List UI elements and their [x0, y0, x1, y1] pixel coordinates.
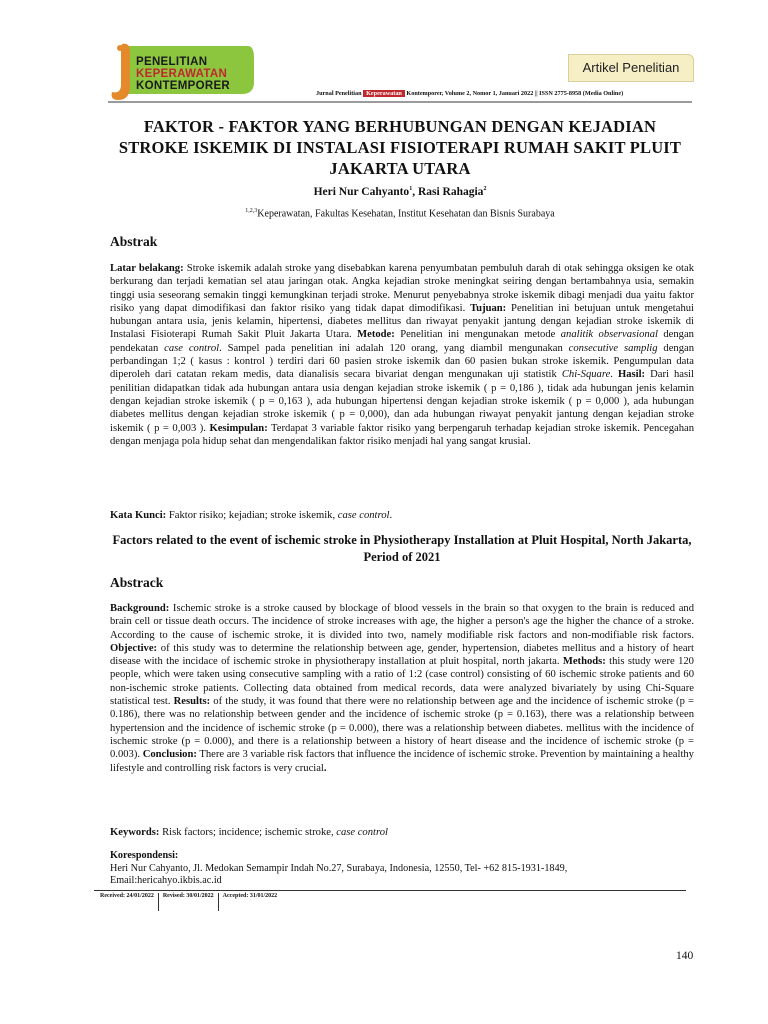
- journal-name-highlight: Keperawatan: [363, 90, 405, 97]
- label-kesimpulan: Kesimpulan:: [209, 422, 268, 434]
- article-title: FAKTOR - FAKTOR YANG BERHUBUNGAN DENGAN KEJADIAN STROKE ISKEMIK DI INSTALASI FISIOTERAPI RUMAH SAKIT PLUIT JAKARTA UTARA: [118, 117, 682, 178]
- date-separator: [158, 893, 159, 911]
- label-objective: Objective:: [110, 642, 158, 654]
- text-kesimpulan: Terdapat 3 variable faktor risiko yang berpengaruh terhadap kejadian stroke iskemik. Pencegahan dengan menjaga pola hidup sehat dan mengendalikan faktor risiko menjadi hal yang sangat krusial.: [110, 422, 695, 447]
- text-kata-kunci: Faktor risiko; kejadian; stroke iskemik,: [166, 510, 338, 521]
- abstrak-body: [110, 262, 694, 448]
- logo-wordmark: [136, 56, 230, 92]
- date-separator: [218, 893, 219, 911]
- journal-logo: [108, 42, 256, 102]
- text-metode-italic-1: analitik observasional: [560, 329, 658, 341]
- label-tujuan: Tujuan:: [470, 302, 507, 314]
- text-results: of the study, it was found that there were no relationship between age and the incidence of ischemic stroke (p = 0.186), there was no relationship between gender and the incidence of ischemic stroke (p = 0.163), there was a relationship between hypertension and the incidence of ischemic stroke (p = 0.000), there was a relationship between diabetes. mellitus with the incidence of ischemic stroke (p = 0.000), and there is a relationship between a history of heart disease and the incidence of ischemic stroke (p = 0.003).: [110, 696, 694, 761]
- text-background: Ischemic stroke is a stroke caused by blockage of blood vessels in the brain so that oxygen to the brain is reduced and brain cell or tissue death occurs. The incidence of stroke increases with age, the higher a person's age the higher the chance of a stroke. According to the cause of ischemic stroke, it is divided into two, namely modifiable risk factors and non-modifiable risk factors.: [110, 603, 694, 641]
- author-1-sup: 1: [409, 186, 413, 193]
- author-2: Rasi Rahagia: [417, 186, 484, 198]
- author-list: [110, 186, 690, 198]
- label-background: Background:: [110, 603, 170, 614]
- journal-name-pre: Jurnal Penelitian: [316, 90, 362, 97]
- accepted-date: Accepted: 31/01/2022: [222, 893, 278, 899]
- affiliation-text: Keperawatan, Fakultas Kesehatan, Institut Kesehatan dan Bisnis Surabaya: [257, 208, 555, 220]
- article-type-tag: Artikel Penelitian: [568, 54, 694, 82]
- text-metode-4: dengan perbandingan 1;2 ( kasus : kontrol ) terdiri dari 60 pasien stroke iskemik dan 60 pasien bukan stroke iskemik. Pengumpulan data diperoleh dari catatan rekam medis, data dianalisis secara bivariat dengan mengunakan uji statistik: [110, 342, 694, 381]
- submission-dates: [100, 893, 277, 911]
- journal-details: Kontemporer, Volume 2, Nomor 1, Januari 2022 || ISSN 2775-8958 (Media Online): [406, 90, 624, 97]
- text-kata-kunci-italic: case control: [337, 510, 390, 521]
- text-objective: of this study was to determine the relationship between age, gender, hypertension, diabetes mellitus and a history of heart disease with the incidace of ischemic stroke in physiotherapy installation at pluit hospital, north jakarta.: [110, 642, 694, 668]
- text-keywords: Risk factors; incidence; ischemic stroke,: [159, 827, 337, 838]
- text-metode-1: Penelitian ini mengunakan metode: [394, 329, 561, 341]
- affiliation: [110, 208, 690, 219]
- text-metode-italic-2: case control: [164, 342, 220, 354]
- label-conclusion: Conclusion:: [142, 749, 197, 761]
- text-metode-italic-4: Chi-Square: [561, 369, 611, 381]
- abstrak-heading: Abstrak: [110, 234, 158, 249]
- label-results: Results:: [173, 696, 211, 708]
- text-conclusion-end: .: [323, 762, 327, 774]
- affiliation-sup: 1,2,3: [245, 208, 258, 214]
- author-1: Heri Nur Cahyanto: [313, 186, 410, 198]
- text-conclusion: There are 3 variable risk factors that influence the incidence of ischemic stroke. Prevention by maintaining a healthy lifestyle and controlling risk factors is very crucial: [110, 749, 694, 774]
- label-latar-belakang: Latar belakang:: [110, 263, 184, 274]
- correspondence-email: Email:hericahyo.ikbis.ac.id: [110, 875, 222, 886]
- label-metode: Metode:: [357, 329, 395, 341]
- text-latar-belakang: Stroke iskemik adalah stroke yang disebabkan karena penyumbatan pembuluh darah di otak sehingga oksigen ke otak berkurang dan terjadi kematian sel atau jaringan otak. Angka kejadian stroke meningkat seiring dengan bertambahnya usia, semakin tinggi usia seseorang semakin tinggi kemungkinan terjadi stroke. Menurut penyebabnya stroke iskemik dibagi menjadi dua yaitu faktor risiko yang dapat dimodifikasi dan faktor risiko yang tidak dapat dimodifikasi.: [110, 263, 694, 314]
- logo-line-2: KEPERAWATAN: [136, 68, 228, 80]
- journal-citation: [316, 90, 623, 97]
- label-hasil: Hasil:: [617, 369, 646, 381]
- footer-divider: [94, 890, 686, 891]
- label-kata-kunci: Kata Kunci:: [110, 510, 167, 521]
- text-keywords-italic: case control: [336, 827, 388, 838]
- text-tujuan: Penelitian ini betujuan untuk mengetahui hubungan antara usia, jenis kelamin, hipertensi, diabetes mellitus dan riwayat penyakit jantung dengan kejadian stroke iskemik di Instalasi Fisioterapi Rumah Sakit Pluit Jakarta Utara.: [110, 302, 694, 341]
- text-kata-kunci-end: .: [389, 510, 393, 521]
- text-metode-2: dengan pendekatan: [110, 329, 694, 354]
- correspondence-address: Heri Nur Cahyanto, Jl. Medokan Semampir Indah No.27, Surabaya, Indonesia, 12550, Tel- +62 815-1931-1849,: [110, 862, 568, 874]
- text-metode-5: .: [610, 369, 618, 381]
- kata-kunci: [110, 509, 694, 522]
- english-title: Factors related to the event of ischemic stroke in Physiotherapy Installation at Pluit Hospital, North Jakarta, Period of 2021: [112, 533, 692, 564]
- text-metode-italic-3: consecutive samplig: [568, 342, 658, 354]
- revised-date: Revised: 30/01/2022: [162, 893, 214, 899]
- label-methods: Methods:: [562, 656, 606, 668]
- author-separator: ,: [412, 186, 418, 198]
- text-hasil: Dari hasil penilitian didapatkan tidak ada hubungan antara usia dengan kejadian stroke iskemik ( p = 0,186 ), tidak ada hubungan jenis kelamin dengan kejadian stroke iskemik ( p = 0,163 ), ada hubungan hipertensi dengan kejadian stroke iskemik ( p = 0,000 ), ada hubungan diabetes mellitus dengan kejadian stroke iskemik ( p = 0,000), dan ada hubungan riwayat penyakit jantung dengan kejadian stroke iskemik ( p = 0,003 ).: [110, 369, 694, 434]
- logo-line-1: PENELITIAN: [136, 56, 208, 68]
- abstract-en-body: [110, 602, 694, 775]
- correspondence: [110, 850, 694, 888]
- label-keywords: Keywords:: [110, 827, 160, 838]
- page-number: 140: [676, 950, 694, 962]
- keywords: [110, 826, 694, 839]
- received-date: Received: 24/01/2022: [100, 893, 154, 899]
- logo-line-3: KONTEMPORER: [136, 80, 231, 92]
- header-divider: [108, 101, 692, 103]
- author-2-sup: 2: [483, 186, 487, 193]
- text-methods: this study were 120 people, which were taken using consecutive sampling with a ratio of 1:2 (case control) consisting of 60 ischemic stroke patients and 60 non-ischemic stroke patients. Collecting data obtained from medical records, data were analyzed bivariately by using Chi-Square statistical test.: [110, 656, 694, 708]
- abstract-en-heading: Abstrack: [110, 575, 164, 590]
- text-metode-3: . Sampel pada penelitian ini adalah 120 orang, yang diambil mengunakan: [219, 342, 569, 354]
- correspondence-heading: Korespondensi:: [110, 850, 179, 861]
